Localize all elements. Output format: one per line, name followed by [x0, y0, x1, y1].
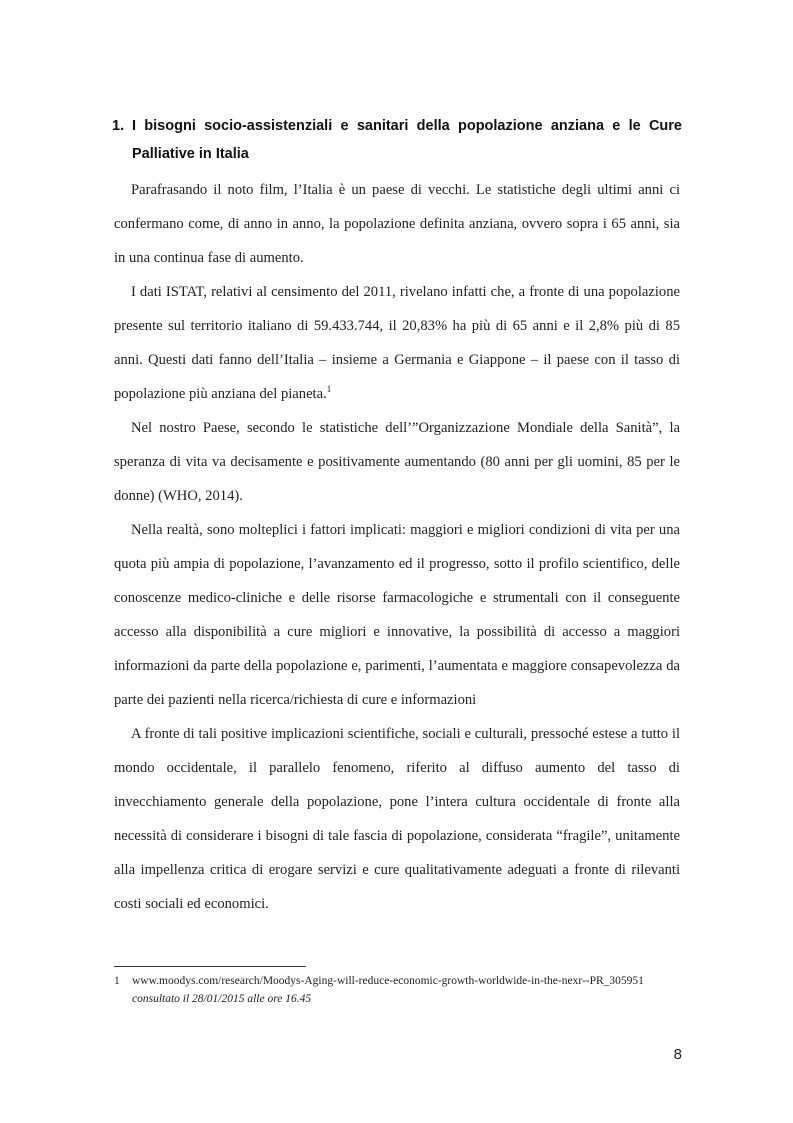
paragraph-2-text: I dati ISTAT, relativi al censimento del 2011, rivelano infatti che, a fronte di una popolazione presente sul territorio italiano di 59.433.744, il 20,83% ha più di 65 anni e il 2,8% più di 85 anni. Questi dati fanno dell’Italia – insieme a Germania e Giappone – il paese con il tasso di popolazione più anziana del pianeta. — [114, 284, 680, 402]
paragraph-3: Nel nostro Paese, secondo le statistiche dell’”Organizzazione Mondiale della Sanità”, la speranza di vita va decisamente e positivamente aumentando (80 anni per gli uomini, 85 per le donne) (WHO, 2014). — [114, 420, 680, 504]
paragraph-2 — [114, 275, 680, 411]
footnote-reference[interactable]: 1 — [326, 384, 332, 395]
chapter-number: 1. — [112, 118, 125, 134]
footnote-body — [132, 972, 694, 1008]
footnote-access-note: consultato il 28/01/2015 alle ore 16.45 — [132, 993, 312, 1005]
chapter-heading — [112, 112, 682, 168]
paragraph-1: Parafrasando il noto film, l’Italia è un paese di vecchi. Le statistiche degli ultimi anni ci confermano come, di anno in anno, la popolazione definita anziana, ovvero sopra i 65 anni, sia in una continua fase di aumento. — [114, 182, 680, 266]
chapter-title-part-1: I bisogni socio-assistenziali e sanitari della popolazione anziana e le Cure — [132, 118, 682, 134]
footnote-divider — [114, 966, 306, 967]
paragraph-4: Nella realtà, sono molteplici i fattori implicati: maggiori e migliori condizioni di vita per una quota più ampia di popolazione, l’avanzamento ed il progresso, sotto il profilo scientifico, delle conoscenze medico-cliniche e delle risorse farmacologiche e strumentali con il conseguente accesso alla disponibilità a cure migliori e innovative, la possibilità di accesso a maggiori informazioni da parte della popolazione e, parimenti, l’aumentata e maggiore consapevolezza da parte dei pazienti nella ricerca/richiesta di cure e informazioni — [114, 522, 680, 708]
footnote — [114, 972, 694, 1008]
body-text — [114, 173, 680, 921]
footnote-url[interactable]: www.moodys.com/research/Moodys-Aging-will-reduce-economic-growth-worldwide-in-the-nexr--PR_305951 — [132, 975, 644, 987]
chapter-heading-line-1 — [112, 112, 682, 140]
footnote-number: 1 — [114, 975, 120, 987]
page-number: 8 — [673, 1046, 682, 1063]
chapter-title-part-2: Palliative in Italia — [132, 146, 249, 162]
paragraph-5: A fronte di tali positive implicazioni scientifiche, sociali e culturali, pressoché estese a tutto il mondo occidentale, il parallelo fenomeno, riferito al diffuso aumento del tasso di invecchiamento generale della popolazione, pone l’intera cultura occidentale di fronte alla necessità di considerare i bisogni di tale fascia di popolazione, considerata “fragile”, unitamente alla impellenza critica di erogare servizi e cure qualitativamente adeguati a fronte di rilevanti costi sociali ed economici. — [114, 726, 680, 912]
